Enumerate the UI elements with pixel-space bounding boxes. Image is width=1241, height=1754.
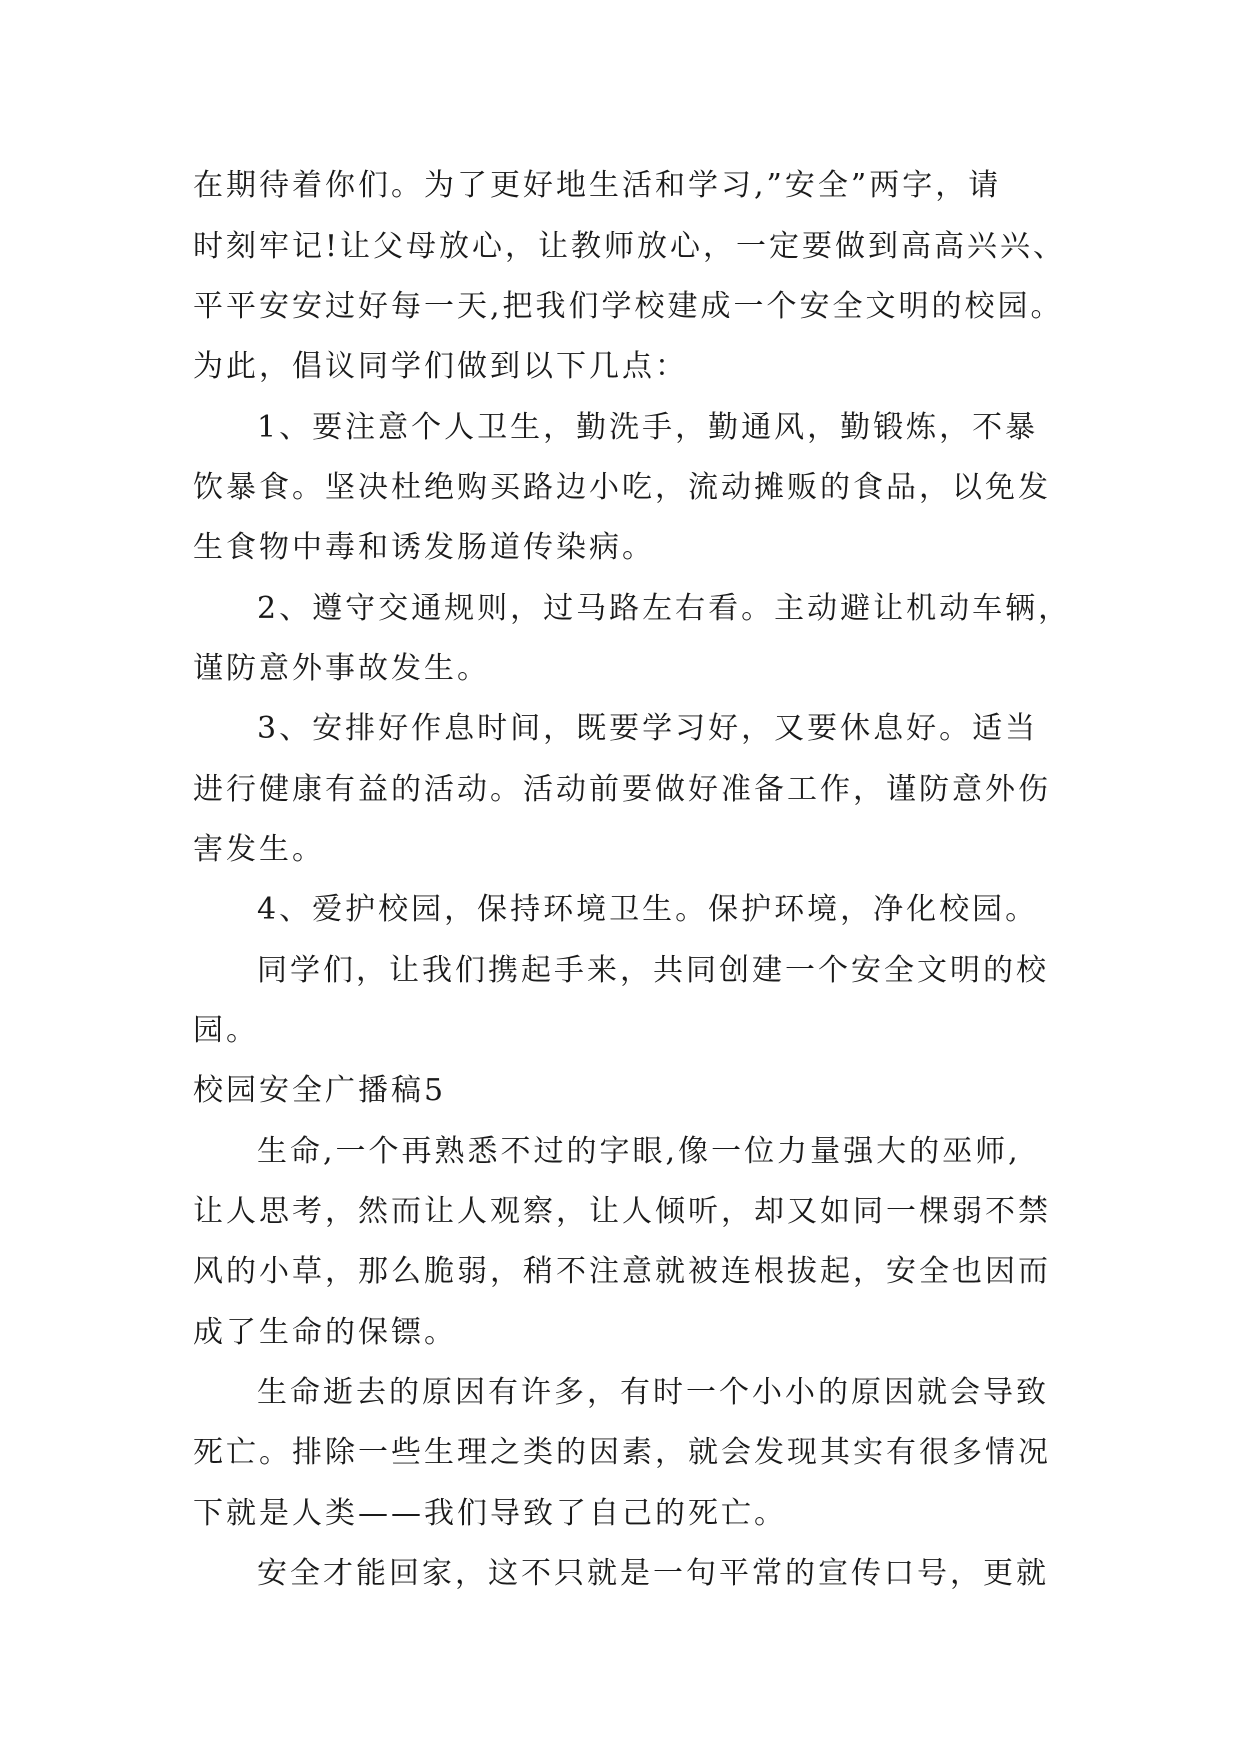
text-line: 安全才能回家，这不只就是一句平常的宣传口号，更就: [257, 1556, 1049, 1591]
text-line: 生食物中毒和诱发肠道传染病。: [193, 530, 655, 565]
text-line: 时刻牢记!让父母放心，让教师放心，一定要做到高高兴兴、: [193, 229, 1067, 264]
text-line: 在期待着你们。为了更好地生活和学习,”安全”两字，请: [193, 168, 1002, 203]
text-line: 生命逝去的原因有许多，有时一个小小的原因就会导致: [257, 1375, 1049, 1410]
text-line: 2、遵守交通规则，过马路左右看。主动避让机动车辆，: [257, 591, 1072, 626]
text-line: 3、安排好作息时间，既要学习好，又要休息好。适当: [257, 711, 1039, 746]
text-line: 4、爱护校园，保持环境卫生。保护环境，净化校园。: [257, 892, 1039, 927]
text-line: 生命,一个再熟悉不过的字眼,像一位力量强大的巫师,: [257, 1134, 1021, 1169]
text-line: 死亡。排除一些生理之类的因素，就会发现其实有很多情况: [193, 1435, 1051, 1470]
text-line: 饮暴食。坚决杜绝购买路边小吃，流动摊贩的食品，以免发: [193, 470, 1051, 505]
text-line: 成了生命的保镖。: [193, 1315, 457, 1350]
text-line: 平平安安过好每一天,把我们学校建成一个安全文明的校园。: [193, 289, 1064, 324]
text-line: 同学们，让我们携起手来，共同创建一个安全文明的校: [257, 953, 1049, 988]
text-line: 1、要注意个人卫生，勤洗手，勤通风，勤锻炼，不暴: [257, 410, 1039, 445]
text-line: 为此，倡议同学们做到以下几点：: [193, 349, 688, 384]
text-line: 害发生。: [193, 832, 325, 867]
text-line: 进行健康有益的活动。活动前要做好准备工作，谨防意外伤: [193, 772, 1051, 807]
text-line: 谨防意外事故发生。: [193, 651, 490, 686]
text-line: 让人思考，然而让人观察，让人倾听，却又如同一棵弱不禁: [193, 1194, 1051, 1229]
text-line: 园。: [193, 1013, 259, 1048]
text-line: 下就是人类——我们导致了自己的死亡。: [193, 1496, 787, 1531]
section-heading: 校园安全广播稿5: [193, 1073, 447, 1108]
text-line: 风的小草，那么脆弱，稍不注意就被连根拔起，安全也因而: [193, 1254, 1051, 1289]
